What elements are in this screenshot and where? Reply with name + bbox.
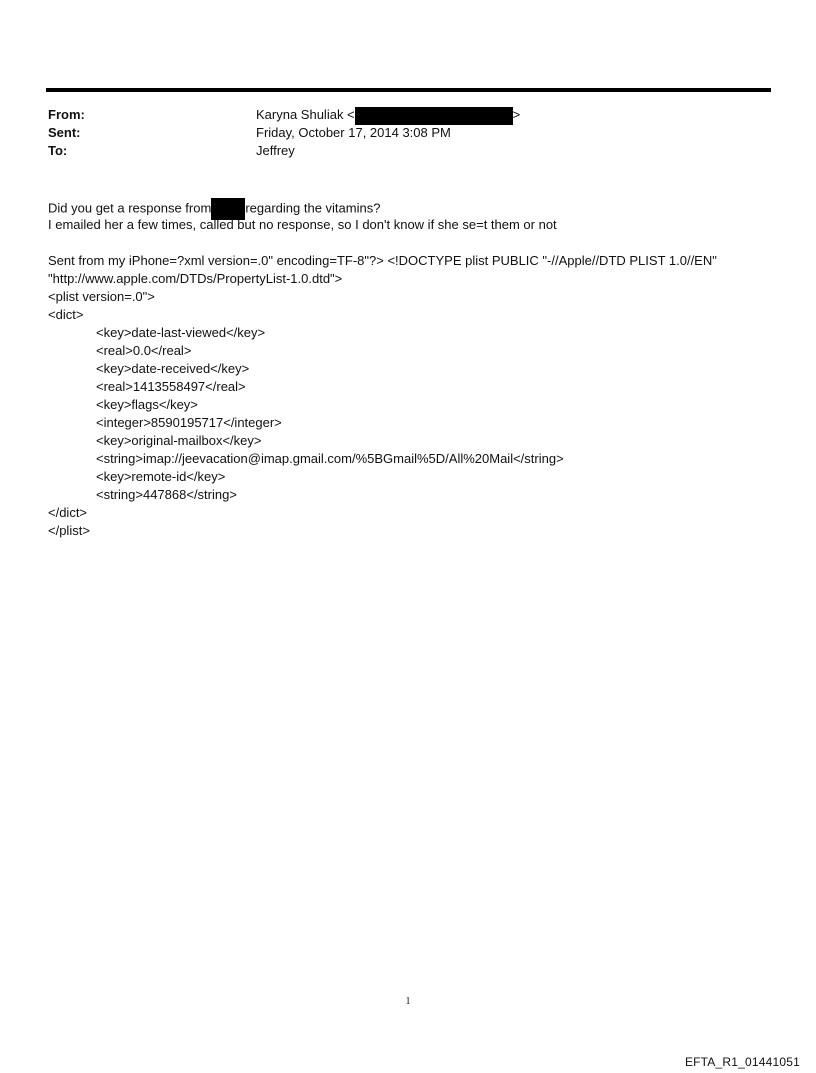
dict-item: <key>original-mailbox</key> bbox=[96, 433, 262, 448]
dict-item: <integer>8590195717</integer> bbox=[96, 415, 282, 430]
dict-item: <key>date-last-viewed</key> bbox=[96, 325, 266, 340]
redaction-email bbox=[355, 107, 513, 125]
from-close: > bbox=[512, 107, 521, 122]
dict-item: <key>remote-id</key> bbox=[96, 469, 226, 484]
dict-item: <key>flags</key> bbox=[96, 397, 198, 412]
body-line-plist-close: </plist> bbox=[48, 523, 90, 538]
dict-item: <real>1413558497</real> bbox=[96, 379, 246, 394]
body-line-plist-open: <plist version=.0"> bbox=[48, 289, 155, 304]
body-line-dict-close: </dict> bbox=[48, 505, 88, 520]
to-label: To: bbox=[48, 143, 68, 158]
sent-value: Friday, October 17, 2014 3:08 PM bbox=[256, 125, 451, 140]
dict-item: <real>0.0</real> bbox=[96, 343, 192, 358]
body-line-signature: Sent from my iPhone=?xml version=.0" encoding=TF-8"?> <!DOCTYPE plist PUBLIC "-//Apple//DTD PLIST 1.0//EN" bbox=[48, 253, 717, 268]
email-body bbox=[48, 198, 778, 540]
body-line-dict-open: <dict> bbox=[48, 307, 84, 322]
from-label: From: bbox=[48, 107, 85, 122]
header-rule bbox=[46, 88, 771, 92]
bates-number: EFTA_R1_01441051 bbox=[684, 1055, 800, 1069]
sent-label: Sent: bbox=[48, 125, 81, 140]
dict-item: <key>date-received</key> bbox=[96, 361, 250, 376]
to-value: Jeffrey bbox=[256, 143, 295, 158]
body-line-question: Did you get a response from regarding the vitamins? bbox=[48, 198, 778, 216]
from-name: Karyna Shuliak < bbox=[256, 107, 355, 122]
dict-item: <string>447868</string> bbox=[96, 487, 237, 502]
body-line-followup: I emailed her a few times, called but no response, so I don't know if she se=t them or not bbox=[48, 217, 557, 232]
page-number: 1 bbox=[405, 996, 411, 1007]
body-line-dtd: "http://www.apple.com/DTDs/PropertyList-1.0.dtd"> bbox=[48, 271, 343, 286]
from-value bbox=[256, 106, 520, 125]
dict-item: <string>imap://jeevacation@imap.gmail.com/%5BGmail%5D/All%20Mail</string> bbox=[96, 451, 564, 466]
